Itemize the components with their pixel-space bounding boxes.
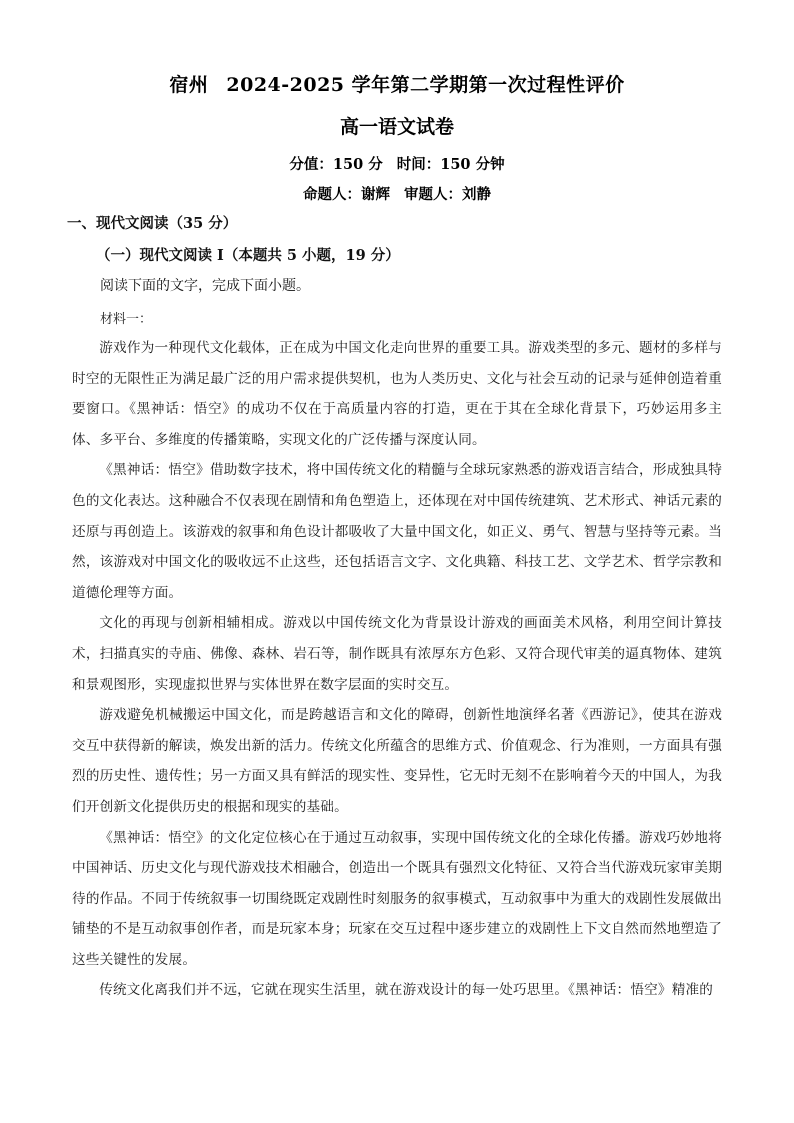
paragraph: 游戏避免机械搬运中国文化，而是跨越语言和文化的障碍，创新性地演绎名著《西游记》，使其在游戏交互中获得新的解读，焕发出新的活力。传统文化所蕴含的思维方式、价值观念、行为准则，一方面具有强烈的历史性、遗传性；另一方面又具有鲜活的现实性、变异性，它无时无刻不在影响着今天的中国人，为我们开创新文化提供历史的根据和现实的基础。 <box>72 707 722 815</box>
exam-score-time <box>0 153 794 174</box>
exam-term-title: 2024-2025 学年第二学期第一次过程性评价 <box>226 74 625 96</box>
exam-author: 命题人：谢辉 <box>303 186 390 203</box>
exam-reviewer: 审题人：刘静 <box>404 186 491 203</box>
material-body <box>72 333 722 1006</box>
exam-score: 分值：150 分 <box>289 156 383 173</box>
subsection-heading: （一）现代文阅读 I（本题共 5 小题，19 分） <box>96 247 400 264</box>
paragraph: 游戏作为一种现代文化载体，正在成为中国文化走向世界的重要工具。游戏类型的多元、题材的多样与时空的无限性正为满足最广泛的用户需求提供契机，也为人类历史、文化与社会互动的记录与延伸创造着重要窗口。《黑神话：悟空》的成功不仅在于高质量内容的打造，更在于其在全球化背景下，巧妙运用多主体、多平台、多维度的传播策略，实现文化的广泛传播与深度认同。 <box>72 340 722 448</box>
exam-title <box>0 70 794 97</box>
paragraph: 《黑神话：悟空》的文化定位核心在于通过互动叙事，实现中国传统文化的全球化传播。游戏巧妙地将中国神话、历史文化与现代游戏技术相融合，创造出一个既具有强烈文化特征、又符合当代游戏玩家审美期待的作品。不同于传统叙事一切围绕既定戏剧性时刻服务的叙事模式，互动叙事中为重大的戏剧性发展做出铺垫的不是互动叙事创作者，而是玩家本身；玩家在交互过程中逐步建立的戏剧性上下文自然而然地塑造了这些关键性的发展。 <box>72 829 722 968</box>
material-label: 材料一： <box>100 312 153 327</box>
exam-subject: 高一语文试卷 <box>339 116 454 138</box>
exam-time: 时间：150 分钟 <box>396 156 505 173</box>
exam-authors <box>0 183 794 204</box>
reading-instruction: 阅读下面的文字，完成下面小题。 <box>100 278 310 294</box>
paragraph: 《黑神话：悟空》借助数字技术，将中国传统文化的精髓与全球玩家熟悉的游戏语言结合，形成独具特色的文化表达。这种融合不仅表现在剧情和角色塑造上，还体现在对中国传统建筑、艺术形式、神话元素的还原与再创造上。该游戏的叙事和角色设计都吸收了大量中国文化，如正义、勇气、智慧与坚持等元素。当然，该游戏对中国文化的吸收远不止这些，还包括语言文字、文化典籍、科技工艺、文学艺术、哲学宗教和道德伦理等方面。 <box>72 462 722 601</box>
exam-city: 宿州 <box>169 74 209 96</box>
section-heading: 一、现代文阅读（35 分） <box>67 215 238 232</box>
paragraph: 传统文化离我们并不远，它就在现实生活里，就在游戏设计的每一处巧思里。《黑神话：悟空》精准的 <box>99 982 714 999</box>
paragraph: 文化的再现与创新相辅相成。游戏以中国传统文化为背景设计游戏的画面美术风格，利用空间计算技术，扫描真实的寺庙、佛像、森林、岩石等，制作既具有浓厚东方色彩、又符合现代审美的逼真物体、建筑和景观图形，实现虚拟世界与实体世界在数字层面的实时交互。 <box>72 615 722 693</box>
